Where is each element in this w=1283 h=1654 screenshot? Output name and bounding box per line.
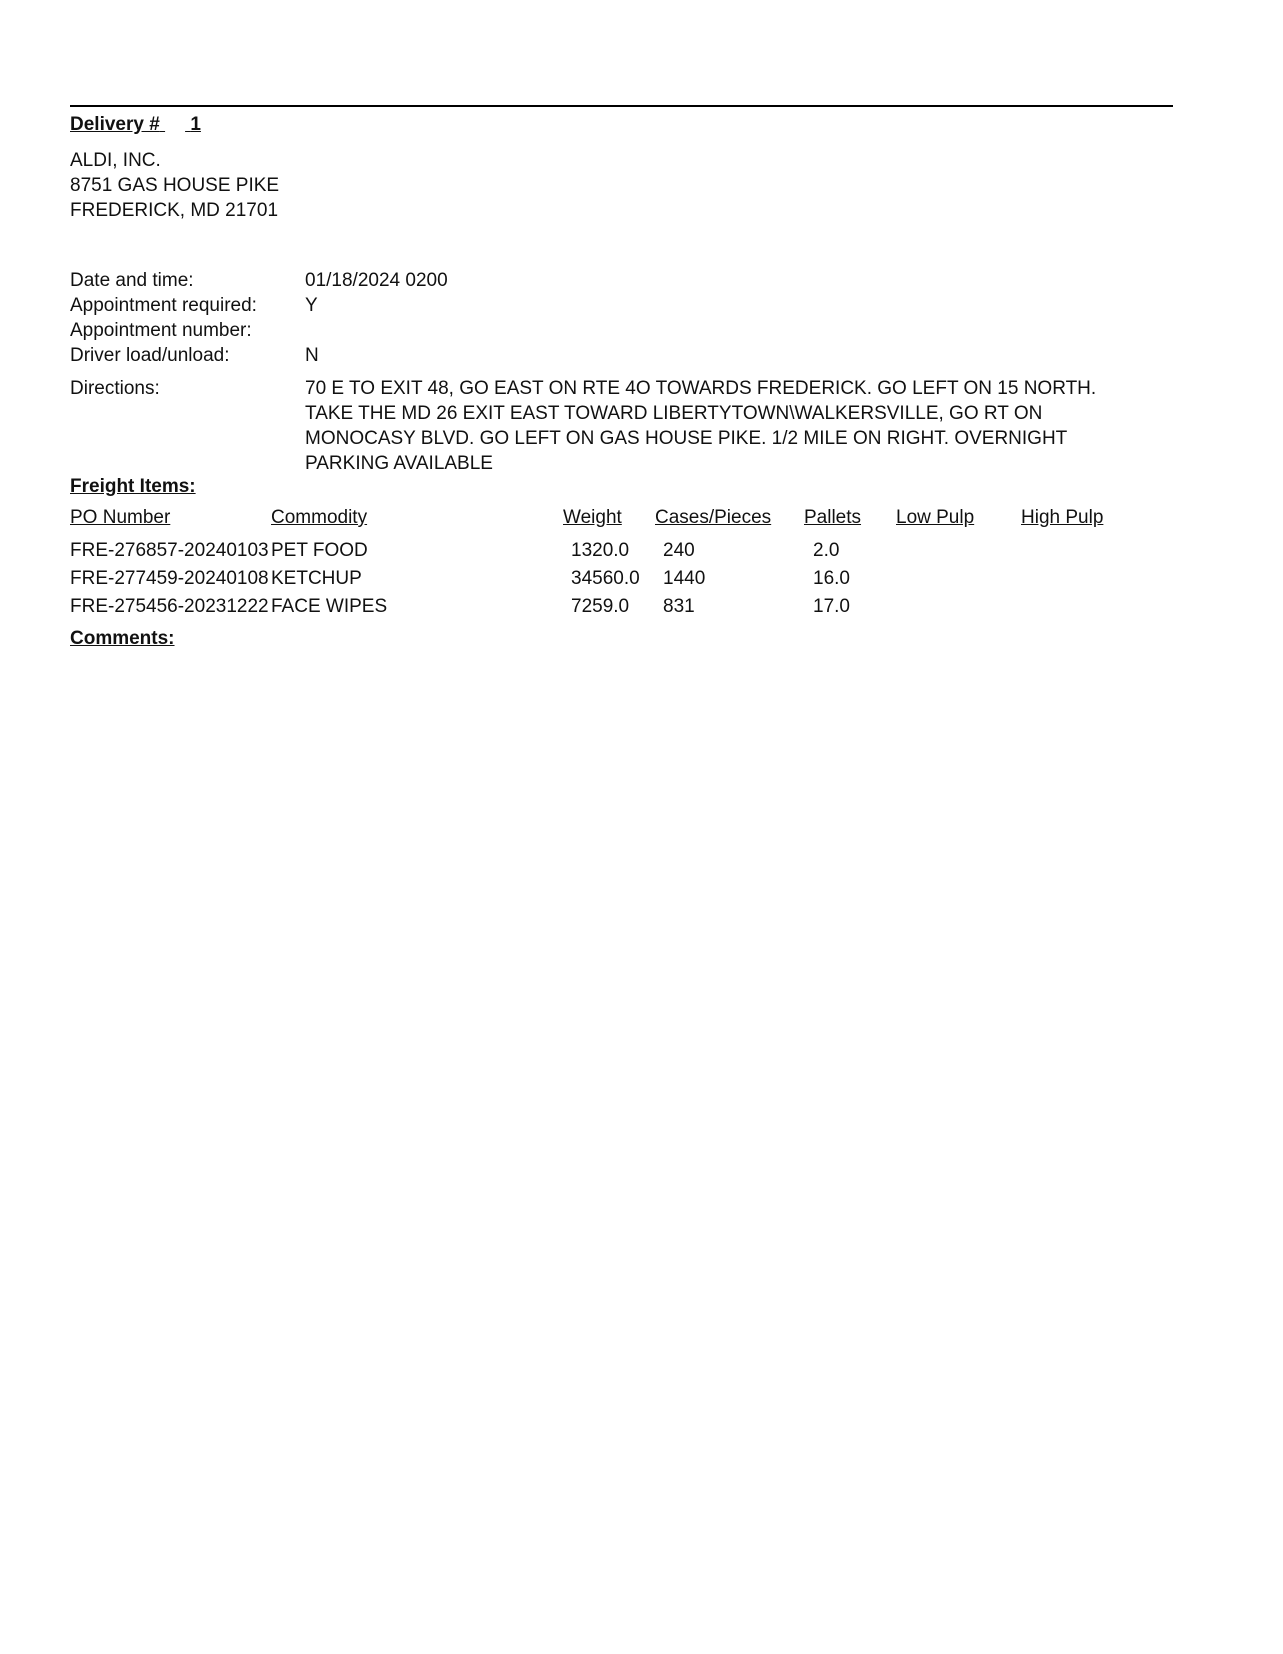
delivery-label: Delivery # <box>70 114 160 135</box>
table-row-weight: 34560.0 <box>571 568 640 589</box>
driver-load-label: Driver load/unload: <box>70 345 230 366</box>
consignee-address1: 8751 GAS HOUSE PIKE <box>70 175 280 196</box>
directions-label: Directions: <box>70 378 160 399</box>
col-pallets: Pallets <box>804 507 862 528</box>
col-commodity: Commodity <box>271 507 368 528</box>
table-row-po: FRE-275456-20231222 <box>70 596 269 617</box>
appointment-required-value: Y <box>305 295 318 316</box>
freight-items-heading: Freight Items: <box>70 476 196 497</box>
table-row-commodity: FACE WIPES <box>271 596 388 617</box>
table-row-pallets: 17.0 <box>813 596 850 617</box>
directions-text: 70 E TO EXIT 48, GO EAST ON RTE 4O TOWARDS FREDERICK. GO LEFT ON 15 NORTH. TAKE THE MD 26 EXIT EAST TOWARD LIBERTYTOWN\WALKERSVILLE, GO RT ON MONOCASY BLVD. GO LEFT ON GAS HOUSE PIKE. 1/2 MILE ON RIGHT. OVERNIGHT PARKING AVAILABLE <box>305 378 1097 474</box>
table-row-pallets: 16.0 <box>813 568 850 589</box>
table-row-commodity: PET FOOD <box>271 540 368 561</box>
table-row-cases: 1440 <box>663 568 706 589</box>
table-row-weight: 1320.0 <box>571 540 630 561</box>
table-row-cases: 831 <box>663 596 695 617</box>
date-label: Date and time: <box>70 270 194 291</box>
col-po-number: PO Number <box>70 507 171 528</box>
driver-load-value: N <box>305 345 319 366</box>
consignee-address2: FREDERICK, MD 21701 <box>70 200 279 221</box>
delivery-number: 1 <box>190 114 201 135</box>
table-row-po: FRE-277459-20240108 <box>70 568 269 589</box>
col-low-pulp: Low Pulp <box>896 507 975 528</box>
table-row-po: FRE-276857-20240103 <box>70 540 269 561</box>
table-row-commodity: KETCHUP <box>271 568 362 589</box>
col-high-pulp: High Pulp <box>1021 507 1104 528</box>
delivery-heading <box>70 114 201 136</box>
appointment-number-label: Appointment number: <box>70 320 252 341</box>
col-weight: Weight <box>563 507 622 528</box>
appointment-required-label: Appointment required: <box>70 295 257 316</box>
table-row-pallets: 2.0 <box>813 540 840 561</box>
top-divider <box>70 105 1173 107</box>
consignee-name: ALDI, INC. <box>70 150 161 171</box>
col-cases-pieces: Cases/Pieces <box>655 507 772 528</box>
table-row-weight: 7259.0 <box>571 596 630 617</box>
comments-heading: Comments: <box>70 628 175 649</box>
date-value: 01/18/2024 0200 <box>305 270 448 291</box>
table-row-cases: 240 <box>663 540 695 561</box>
